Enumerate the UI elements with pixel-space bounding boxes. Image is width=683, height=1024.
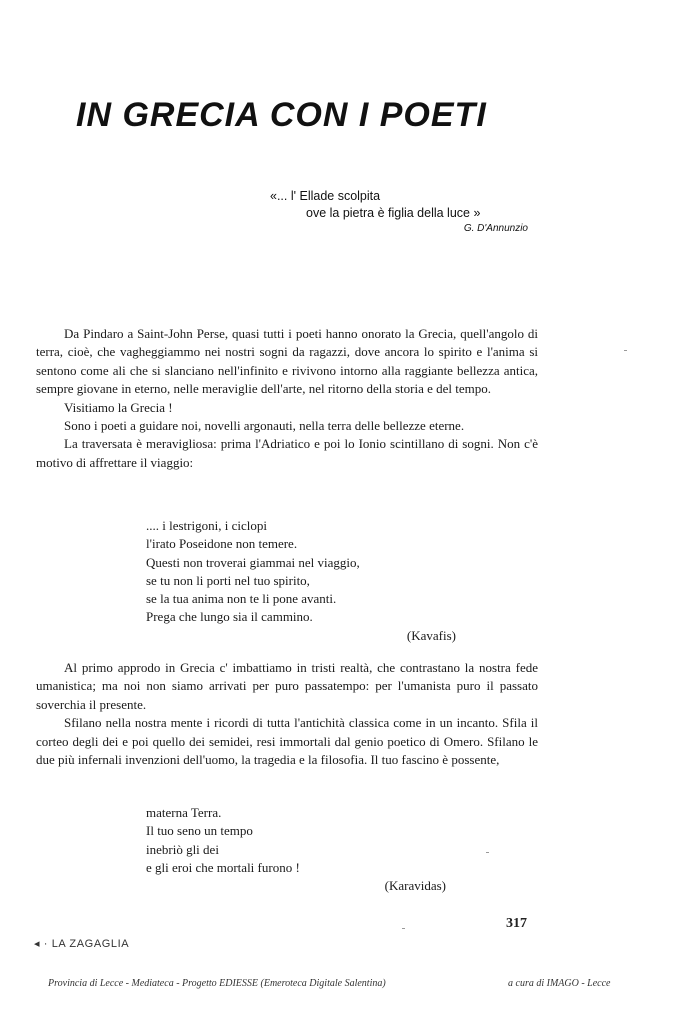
poem-line: e gli eroi che mortali furono ! [146, 859, 300, 875]
scan-speck [624, 350, 627, 351]
poem-line: l'irato Poseidone non temere. [146, 536, 298, 552]
poem-line: materna Terra. [146, 805, 222, 820]
paragraph: Sfilano nella nostra mente i ricordi di tutta l'antichità classica come in un incanto. Sfila il corteo degli dei e poi quello dei semidei, resi immortali dal genio poetico di Omero. Sfilano le due più infernali invenzioni dell'uomo, la tragedia e la filosofia. Il tuo fascino è possente, [36, 715, 538, 768]
page-number: 317 [506, 916, 527, 931]
poem-attribution: (Karavidas) [384, 878, 446, 894]
scan-speck [402, 928, 405, 929]
epigraph-author: G. D'Annunzio [463, 223, 528, 234]
paragraph: Visitiamo la Grecia ! [64, 399, 173, 415]
digitization-credit: a cura di IMAGO - Lecce [508, 978, 611, 989]
poem-attribution: (Kavafis) [406, 627, 456, 643]
epigraph-line-2: ove la pietra è figlia della luce » [306, 206, 481, 220]
poem-line: Questi non troverai giammai nel viaggio, [146, 554, 360, 570]
body-text-section-2 [36, 659, 538, 769]
poem-line: se tu non li porti nel tuo spirito, [146, 572, 310, 588]
poem-line: .... i lestrigoni, i ciclopi [146, 518, 267, 533]
paragraph: Da Pindaro a Saint-John Perse, quasi tutti i poeti hanno onorato la Grecia, quell'angolo di terra, cioè, che vagheggiammo nei nostri sogni da ragazzi, dove ancora lo spirito e l'anima si sentono come ali che si slanciano nell'infinito e rivivono intorno alla raggiante bellezza antica, sempre giovane in eterno, nelle meraviglie dell'arte, nel ritorno della storia e del tempo. [36, 326, 538, 397]
paragraph: Al primo approdo in Grecia c' imbattiamo in tristi realtà, che contrastano la nostra fede umanistica; ma noi non siamo arrivati per puro passatempo: per l'umanista puro il passato soverchia il presente. [36, 660, 538, 712]
poem-line: se la tua anima non te li pone avanti. [146, 591, 337, 607]
paragraph: Sono i poeti a guidare noi, novelli argonauti, nella terra delle bellezze eterne. [64, 418, 465, 434]
poem-quote-karavidas [146, 804, 446, 895]
poem-line: Prega che lungo sia il cammino. [146, 609, 313, 625]
scan-speck [486, 852, 489, 853]
poem-quote-kavafis [146, 517, 456, 645]
paragraph: La traversata è meravigliosa: prima l'Adriatico e poi lo Ionio scintillano di sogni. Non c'è motivo di affrettare il viaggio: [36, 436, 538, 470]
epigraph-line-1: «... l' Ellade scolpita [270, 189, 381, 203]
epigraph [270, 188, 528, 236]
poem-line: inebriò gli dei [146, 841, 219, 857]
archive-credit: Provincia di Lecce - Mediateca - Progetto EDIESSE (Emeroteca Digitale Salentina) [48, 978, 386, 989]
article-title: IN GRECIA CON I POETI [76, 96, 487, 134]
body-text-section-1 [36, 325, 538, 472]
magazine-name: ◂ · LA ZAGAGLIA [34, 938, 130, 950]
poem-line: Il tuo seno un tempo [146, 823, 253, 839]
